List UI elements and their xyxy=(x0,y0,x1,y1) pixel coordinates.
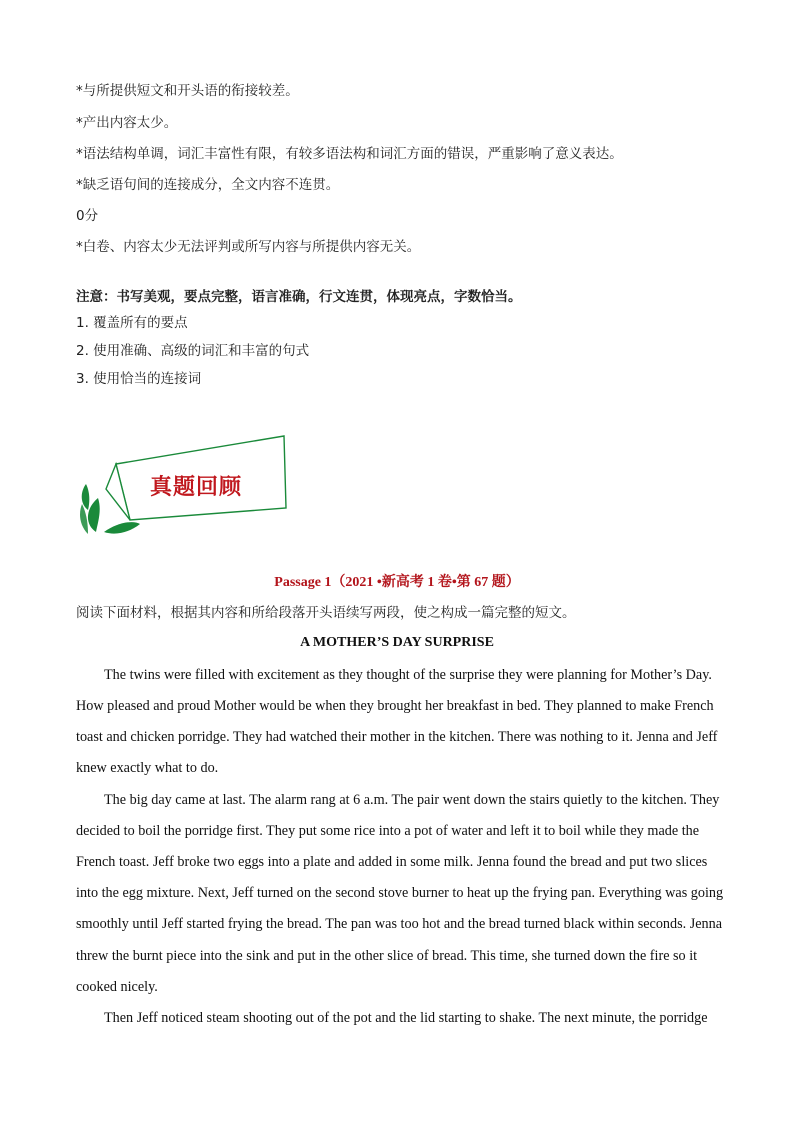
passage-instruction: 阅读下面材料，根据其内容和所给段落开头语续写两段，使之构成一篇完整的短文。 xyxy=(76,605,576,621)
note-item-3: 3. 使用恰当的连接词 xyxy=(76,371,202,387)
note-heading: 注意：书写美观，要点完整，语言准确，行文连贯，体现亮点，字数恰当。 xyxy=(76,289,522,305)
passage-line: threw the burnt piece into the sink and put in the other slice of bread. This time, she turned down the fire so it xyxy=(76,948,698,964)
criteria-line-1: *与所提供短文和开头语的衔接较差。 xyxy=(76,83,299,99)
passage-line: The big day came at last. The alarm rang at 6 a.m. The pair went down the stairs quietly to the kitchen. They xyxy=(104,792,720,808)
passage-line: decided to boil the porridge first. They put some rice into a pot of water and left it to boil while they made the xyxy=(76,823,700,839)
passage-line: cooked nicely. xyxy=(76,979,158,995)
criteria-line-5: *白卷、内容太少无法评判或所写内容与所提供内容无关。 xyxy=(76,239,421,255)
passage-line: toast and chicken porridge. They had watched their mother in the kitchen. There was nothing to it. Jenna and Jeff xyxy=(76,729,718,745)
note-item-2: 2. 使用准确、高级的词汇和丰富的句式 xyxy=(76,343,310,359)
score-zero-label: 0分 xyxy=(76,208,99,224)
essay-title: A MOTHER’S DAY SURPRISE xyxy=(300,635,494,650)
leaf-icon xyxy=(104,522,140,534)
passage-line: smoothly until Jeff started frying the bread. The pan was too hot and the bread turned black within seconds. Jenna xyxy=(76,916,723,932)
passage-heading: Passage 1（2021 •新高考 1 卷•第 67 题） xyxy=(274,575,520,590)
passage-line: into the egg mixture. Next, Jeff turned on the second stove burner to heat up the frying pan. Everything was going xyxy=(76,885,724,901)
passage-line: French toast. Jeff broke two eggs into a plate and added in some milk. Jenna found the bread and put two slices xyxy=(76,854,708,870)
note-item-1: 1. 覆盖所有的要点 xyxy=(76,315,188,331)
criteria-line-2: *产出内容太少。 xyxy=(76,115,178,131)
passage-line: How pleased and proud Mother would be when they brought her breakfast in bed. They planned to make French xyxy=(76,698,714,714)
passage-line: The twins were filled with excitement as they thought of the surprise they were planning for Mother’s Day. xyxy=(104,667,712,683)
banner-title: 真题回顾 xyxy=(150,474,243,500)
passage-line: Then Jeff noticed steam shooting out of the pot and the lid starting to shake. The next minute, the porridge xyxy=(104,1010,708,1026)
passage-line: knew exactly what to do. xyxy=(76,760,219,776)
criteria-line-4: *缺乏语句间的连接成分，全文内容不连贯。 xyxy=(76,177,340,193)
criteria-line-3: *语法结构单调，词汇丰富性有限，有较多语法构和词汇方面的错误，严重影响了意义表达。 xyxy=(76,146,623,162)
leaf-icon xyxy=(88,498,100,532)
